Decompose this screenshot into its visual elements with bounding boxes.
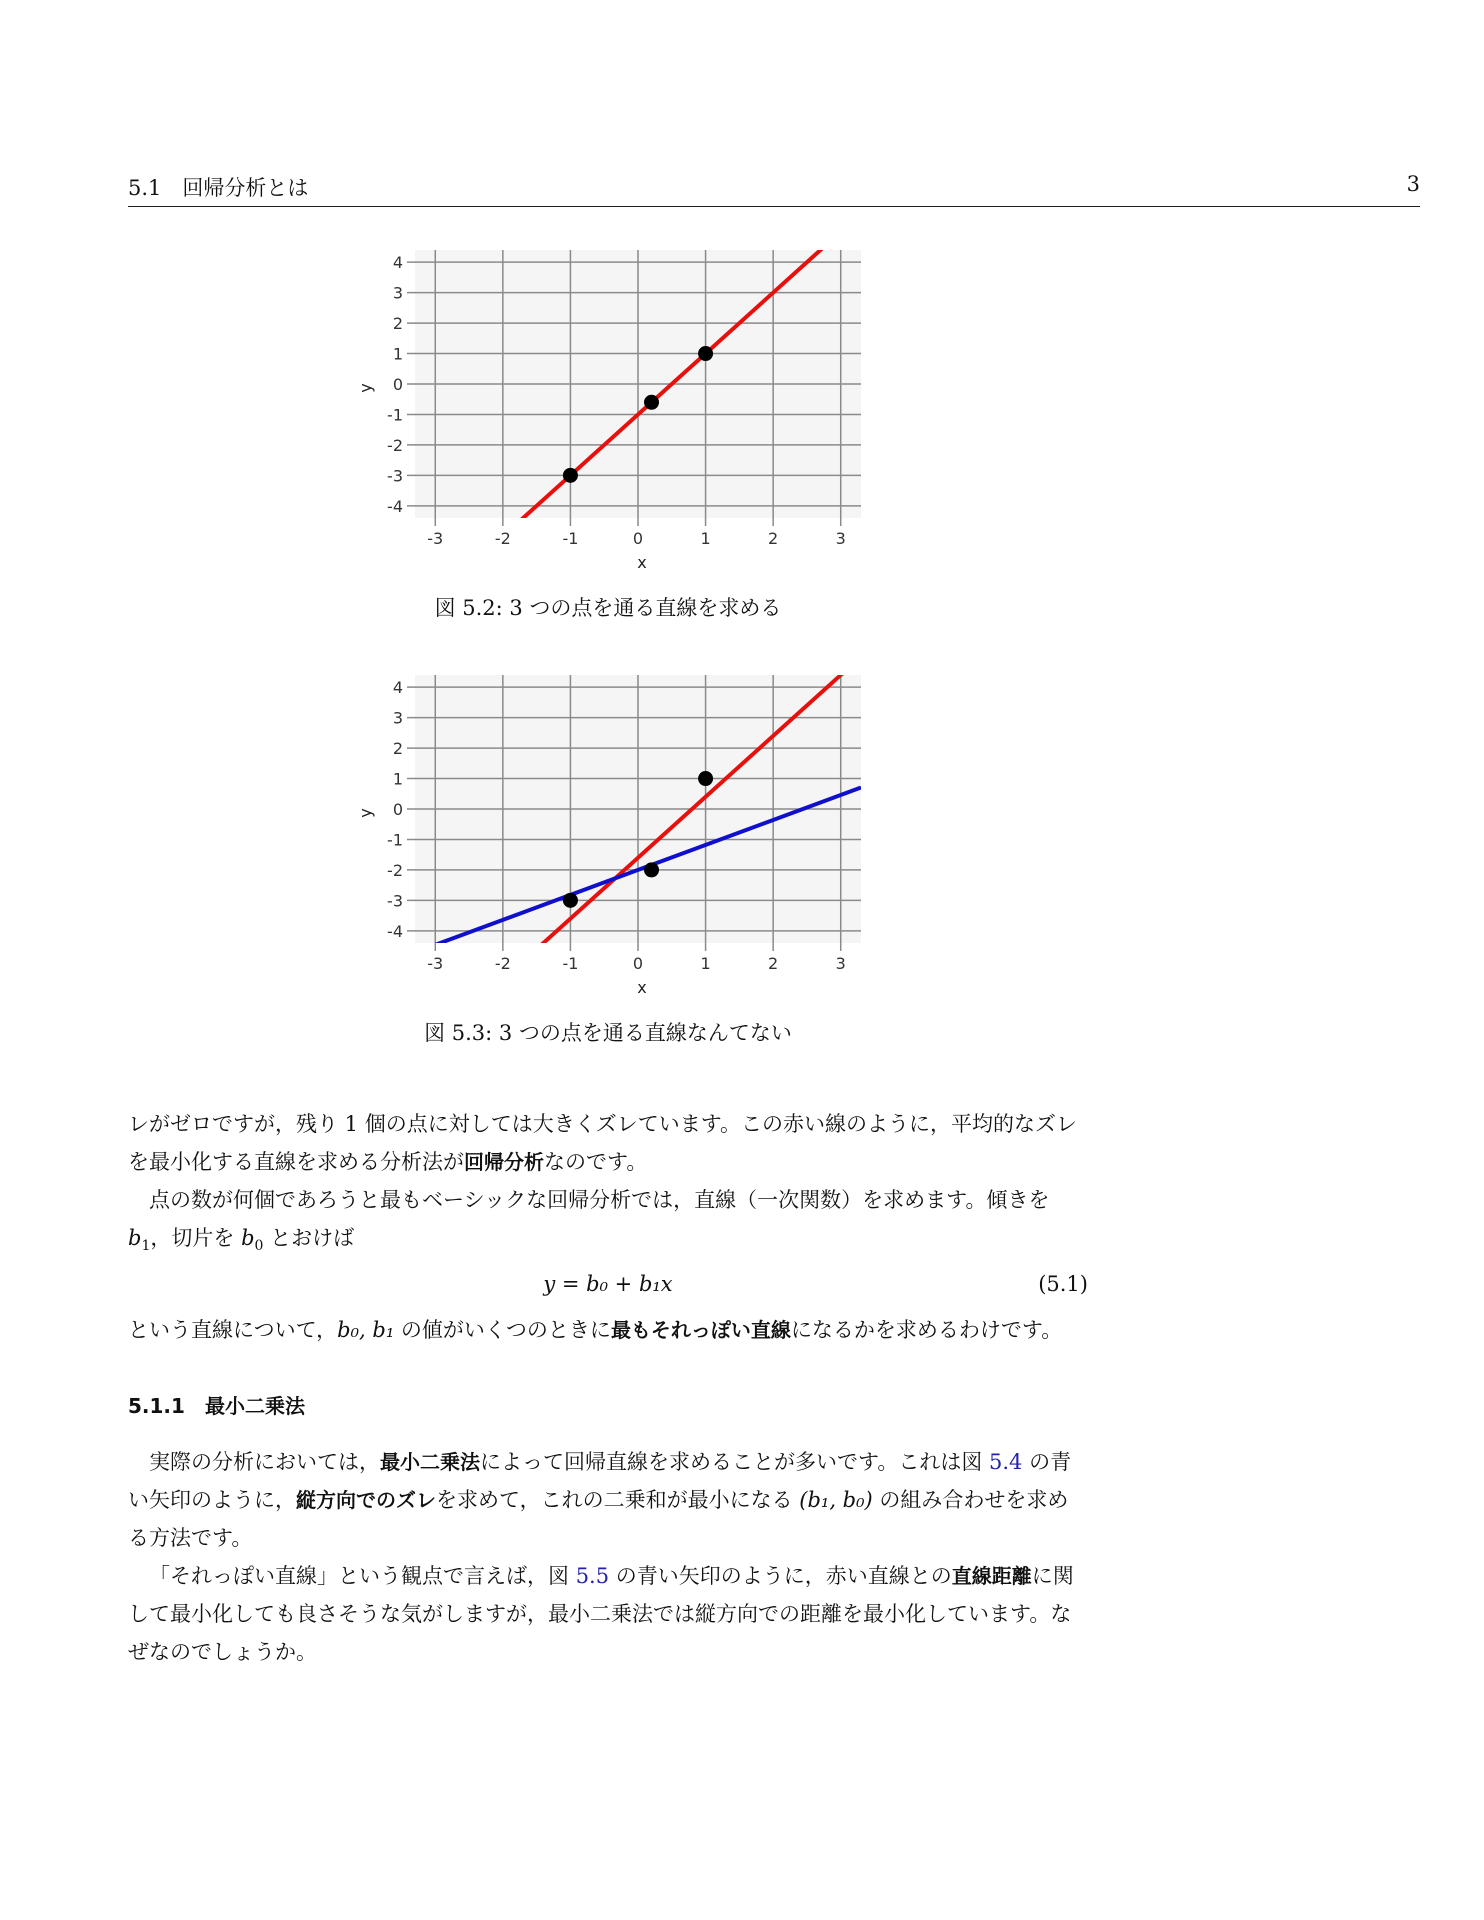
y-tick-label: -3 bbox=[387, 466, 403, 486]
paragraph: 点の数が何個であろうと最もベーシックな回帰分析では，直線（一次関数）を求めます。傾きを $b_1$，切片を $b_0$ とおけば bbox=[128, 1188, 1050, 1255]
y-tick-label: 3 bbox=[392, 283, 403, 303]
y-axis-label: y bbox=[356, 383, 375, 393]
y-tick-label: -4 bbox=[387, 921, 403, 941]
body-text bbox=[128, 1105, 1088, 1671]
data-point bbox=[563, 468, 578, 483]
page-number: 3 bbox=[1406, 172, 1420, 196]
data-point bbox=[698, 771, 713, 786]
y-tick-label: -1 bbox=[387, 830, 403, 850]
paragraph: レがゼロですが，残り 1 個の点に対しては大きくズレています。この赤い線のように，平均的なズレを最小化する直線を求める分析法が回帰分析なのです。 bbox=[128, 1112, 1078, 1174]
y-tick-label: 0 bbox=[392, 375, 403, 394]
figure-ref-5-5[interactable]: 5.5 bbox=[575, 1564, 610, 1589]
figure-5-3 bbox=[128, 665, 1420, 1065]
y-tick-label: -4 bbox=[387, 496, 403, 516]
y-tick-label: -1 bbox=[387, 405, 403, 425]
x-tick-label: -2 bbox=[494, 954, 511, 973]
paragraph: 実際の分析においては，最小二乗法によって回帰直線を求めることが多いです。これは図 5.4 の青い矢印のように，縦方向でのズレを求めて，これの二乗和が最小になる (b₁, b₀) の組み合わせを求める方法です。 bbox=[128, 1450, 1072, 1551]
running-section-title: 5.1 回帰分析とは bbox=[128, 176, 309, 200]
y-tick-label: 1 bbox=[392, 769, 403, 789]
equation-number: (5.1) bbox=[1038, 1272, 1088, 1297]
x-axis-label: x bbox=[637, 978, 647, 997]
x-tick-label: 3 bbox=[835, 954, 846, 973]
x-tick-label: 0 bbox=[632, 954, 644, 973]
data-point bbox=[698, 346, 713, 361]
data-point bbox=[644, 862, 659, 877]
x-tick-label: 2 bbox=[768, 529, 779, 548]
x-tick-label: -3 bbox=[427, 954, 444, 973]
y-axis-label: y bbox=[356, 808, 375, 818]
y-tick-label: 2 bbox=[392, 739, 403, 759]
y-tick-label: 0 bbox=[392, 800, 403, 819]
y-tick-label: 2 bbox=[392, 314, 403, 334]
x-tick-label: 1 bbox=[700, 529, 711, 548]
y-tick-label: 1 bbox=[392, 344, 403, 364]
paragraph: という直線について，b₀, b₁ の値がいくつのときに最もそれっぽい直線になるかを求めるわけです。 bbox=[128, 1318, 1063, 1343]
y-tick-label: -2 bbox=[387, 860, 403, 880]
x-tick-label: -1 bbox=[562, 529, 579, 548]
x-tick-label: 1 bbox=[700, 954, 711, 973]
x-axis-label: x bbox=[637, 553, 647, 572]
figure-ref-5-4[interactable]: 5.4 bbox=[989, 1450, 1023, 1475]
figure-5-2 bbox=[128, 240, 1420, 640]
subsection-title: 5.1.1 最小二乗法 bbox=[128, 1394, 305, 1419]
figure-caption: 図 5.3: 3 つの点を通る直線なんてない bbox=[424, 1021, 792, 1045]
chart-figure-5-2 bbox=[128, 240, 1088, 580]
y-tick-label: 4 bbox=[392, 253, 403, 273]
x-tick-label: 0 bbox=[632, 529, 644, 548]
y-tick-label: 4 bbox=[392, 678, 403, 698]
y-tick-label: -3 bbox=[387, 891, 403, 911]
x-tick-label: -3 bbox=[427, 529, 444, 548]
x-tick-label: -2 bbox=[494, 529, 511, 548]
x-tick-label: 2 bbox=[768, 954, 779, 973]
y-tick-label: 3 bbox=[392, 708, 403, 728]
equation-5-1: y = b₀ + b₁x (5.1) bbox=[128, 1265, 1088, 1303]
chart-figure-5-3 bbox=[128, 665, 1088, 1005]
data-point bbox=[563, 893, 578, 908]
x-tick-label: 3 bbox=[835, 529, 846, 548]
x-tick-label: -1 bbox=[562, 954, 579, 973]
figure-caption: 図 5.2: 3 つの点を通る直線を求める bbox=[434, 596, 782, 620]
paragraph: 「それっぽい直線」という観点で言えば，図 5.5 の青い矢印のように，赤い直線との直線距離に関して最小化しても良さそうな気がしますが，最小二乗法では縦方向での距離を最小化しています。なぜなのでしょうか。 bbox=[128, 1564, 1074, 1665]
page-header bbox=[128, 172, 1420, 207]
data-point bbox=[644, 395, 659, 410]
y-tick-label: -2 bbox=[387, 435, 403, 455]
